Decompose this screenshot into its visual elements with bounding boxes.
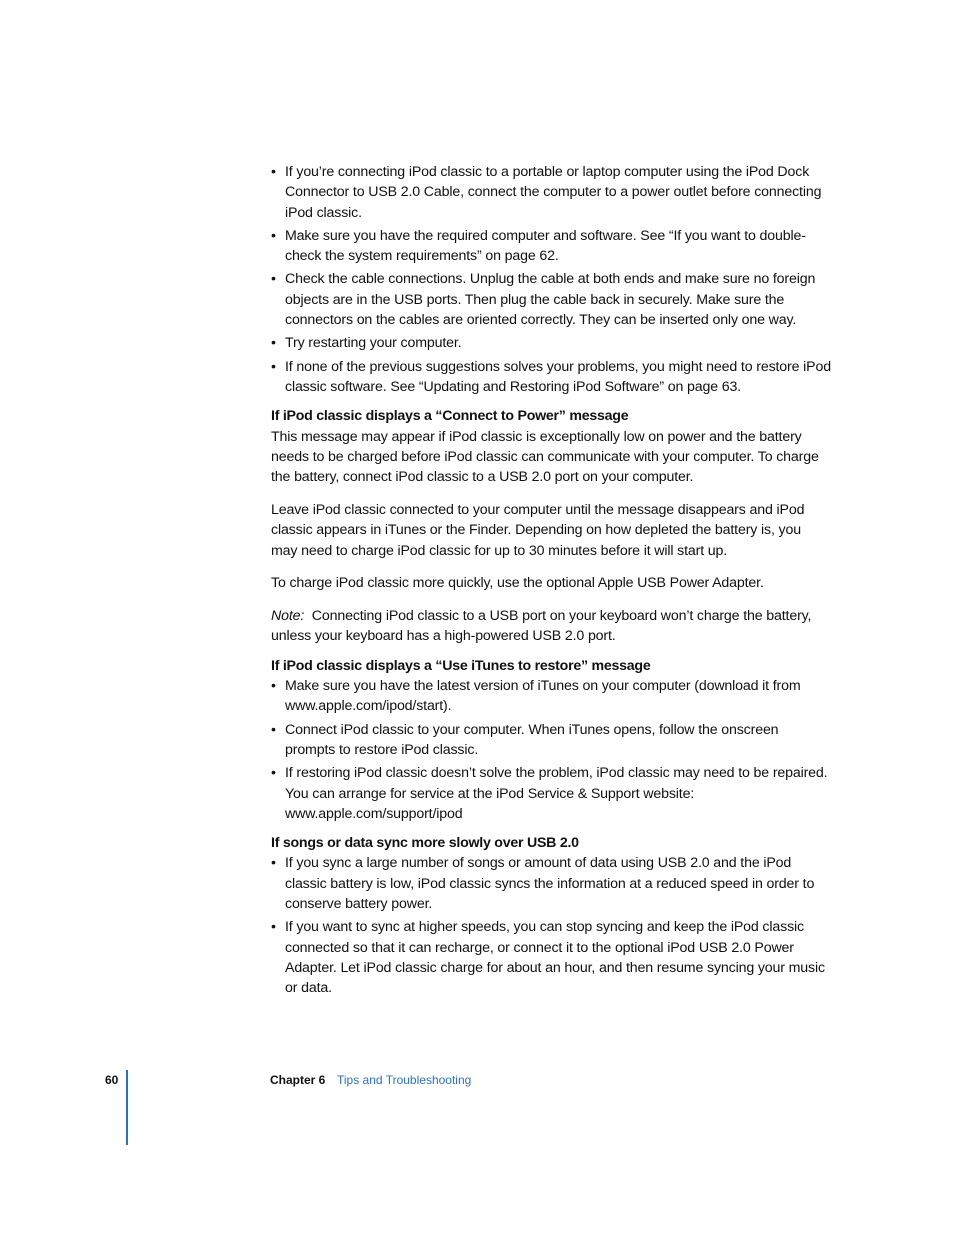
bullet-icon: • xyxy=(271,855,276,872)
list-item xyxy=(271,676,831,717)
bullet-icon: • xyxy=(271,335,276,352)
bullet-icon: • xyxy=(271,919,276,936)
bullet-list-usb-connection xyxy=(271,162,831,397)
list-item-text: If restoring iPod classic doesn’t solve the problem, iPod classic may need to be repaired. You can arrange for service at the iPod Service & Support website: www.apple.com/support/ipod xyxy=(285,765,828,822)
bullet-icon: • xyxy=(271,721,276,738)
heading-sync-slowly: If songs or data sync more slowly over USB 2.0 xyxy=(271,835,579,852)
list-item xyxy=(271,162,831,223)
bullet-icon: • xyxy=(271,164,276,180)
list-item-text: If you want to sync at higher speeds, you can stop syncing and keep the iPod classic connected so that it can recharge, or connect it to the optional iPod USB 2.0 Power Adapter. Let iPod classic charge for about an hour, and then resume syncing your music or data. xyxy=(285,919,825,997)
page-body xyxy=(271,162,831,1001)
list-item-text: Connect iPod classic to your computer. When iTunes opens, follow the onscreen prompts to restore iPod classic. xyxy=(285,721,779,758)
bullet-list-restore xyxy=(271,676,831,824)
heading-connect-to-power: If iPod classic displays a “Connect to Power” message xyxy=(271,408,629,425)
note-text: Connecting iPod classic to a USB port on your keyboard won’t charge the battery, unless your keyboard has a high-powered USB 2.0 port. xyxy=(271,608,812,645)
list-item xyxy=(271,269,831,330)
list-item-text: If none of the previous suggestions solves your problems, you might need to restore iPod classic software. See “Updating and Restoring iPod Software” on page 63. xyxy=(285,358,831,395)
list-item xyxy=(271,720,831,761)
list-item xyxy=(271,853,831,914)
bullet-icon: • xyxy=(271,358,276,375)
heading-use-itunes-to-restore: If iPod classic displays a “Use iTunes to restore” message xyxy=(271,657,651,674)
bullet-icon: • xyxy=(271,227,276,244)
list-item xyxy=(271,763,831,824)
list-item xyxy=(271,333,831,353)
list-item xyxy=(271,917,831,998)
paragraph: To charge iPod classic more quickly, use the optional Apple USB Power Adapter. xyxy=(271,575,764,592)
list-item-text: If you’re connecting iPod classic to a portable or laptop computer using the iPod Dock Connector to USB 2.0 Cable, connect the computer to a power outlet before connecting iPod classic. xyxy=(285,164,822,221)
bullet-icon: • xyxy=(271,271,276,288)
list-item xyxy=(271,357,831,398)
list-item-text: If you sync a large number of songs or amount of data using USB 2.0 and the iPod classic battery is low, iPod classic syncs the information at a reduced speed in order to conserve battery power. xyxy=(285,855,815,912)
list-item-text: Make sure you have the latest version of iTunes on your computer (download it from www.apple.com/ipod/start). xyxy=(285,678,801,715)
bullet-list-sync-speed xyxy=(271,853,831,998)
note-label: Note: xyxy=(271,608,305,625)
footer-divider xyxy=(126,1070,128,1145)
list-item-text: Make sure you have the required computer and software. See “If you want to double-check the system requirements” on page 62. xyxy=(285,227,806,265)
list-item-text: Check the cable connections. Unplug the cable at both ends and make sure no foreign objects are in the USB ports. Then plug the cable back in securely. Make sure the connectors on the cables are oriented correctly. They can be inserted only one way. xyxy=(285,271,816,329)
list-item-text: Try restarting your computer. xyxy=(285,335,462,352)
paragraph: This message may appear if iPod classic is exceptionally low on power and the battery needs to be charged before iPod classic can communicate with your computer. To charge the battery, connect iPod classic to a USB 2.0 port on your computer. xyxy=(271,428,819,486)
list-item xyxy=(271,226,831,267)
chapter-title: Tips and Troubleshooting xyxy=(337,1073,472,1087)
note-paragraph xyxy=(271,606,831,647)
chapter-label: Chapter 6 xyxy=(270,1073,326,1087)
bullet-icon: • xyxy=(271,678,276,695)
paragraph: Leave iPod classic connected to your computer until the message disappears and iPod classic appears in iTunes or the Finder. Depending on how depleted the battery is, you may need to charge iPod classic for up to 30 minutes before it will start up. xyxy=(271,501,805,559)
page-number: 60 xyxy=(105,1073,119,1087)
bullet-icon: • xyxy=(271,765,276,782)
